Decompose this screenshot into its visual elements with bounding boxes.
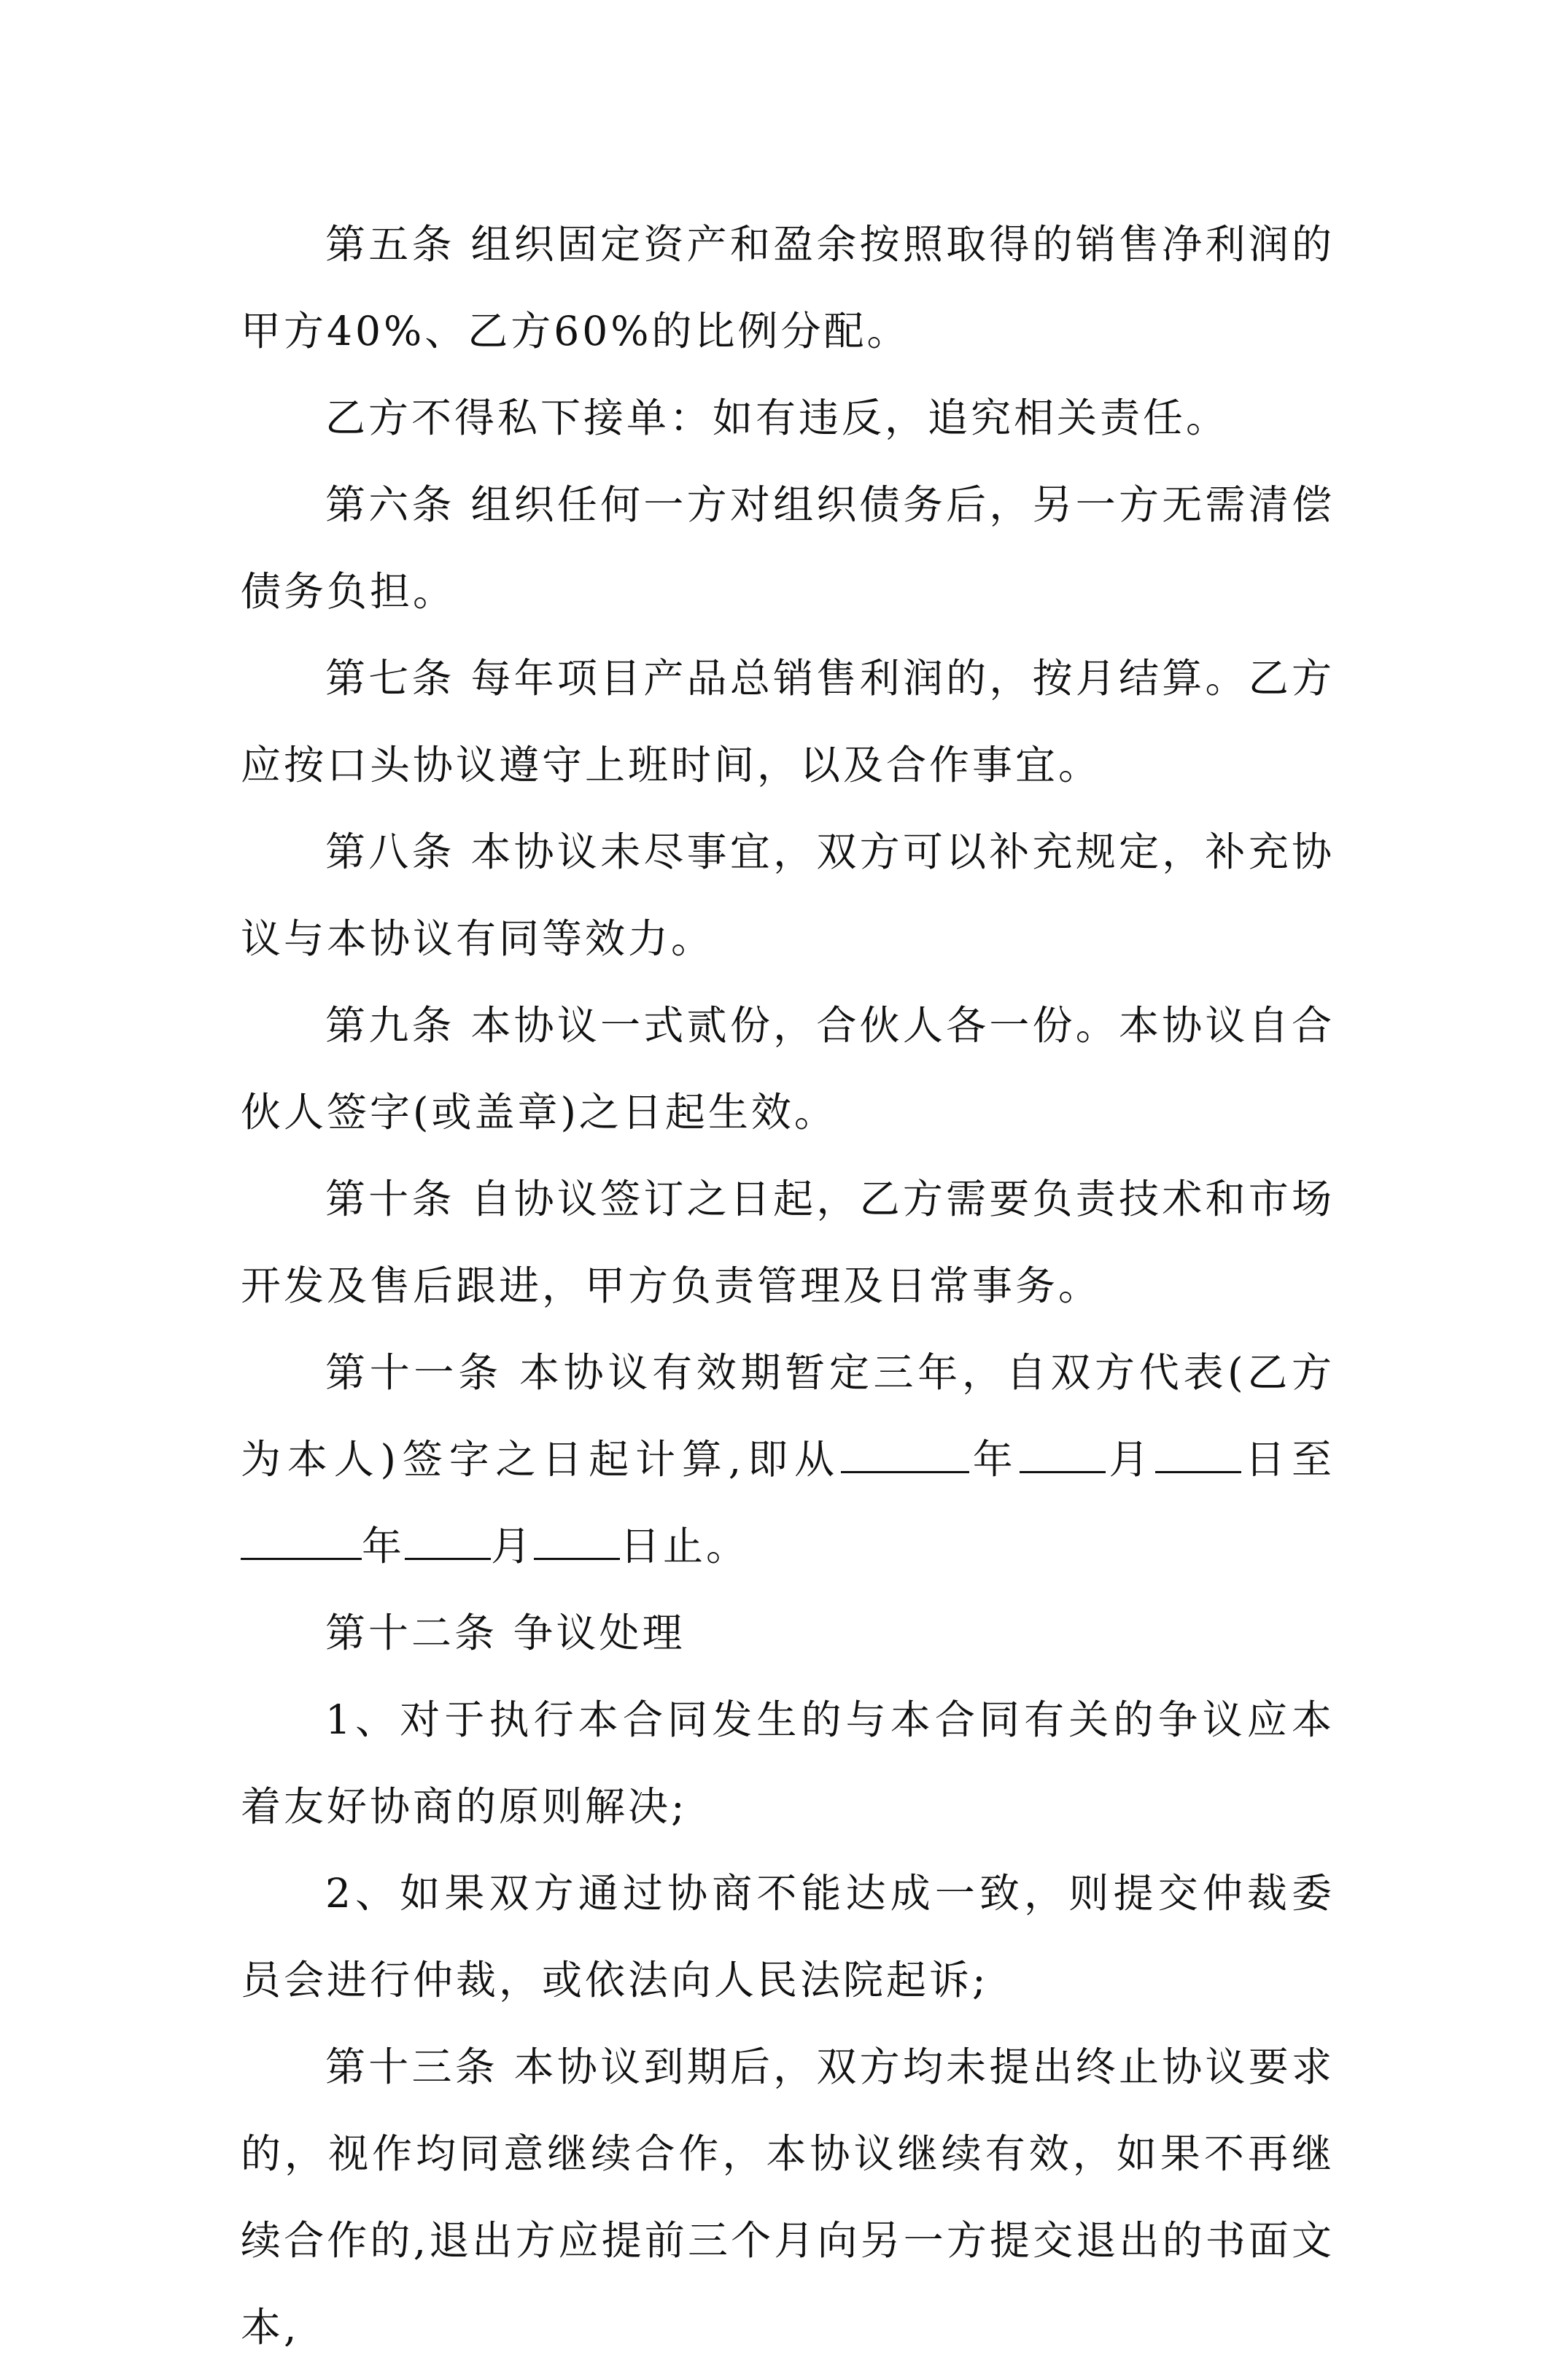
day-label-end: 日止。 bbox=[620, 1523, 750, 1569]
article-11-lead: 第十一条 本协议有效期暂定三年，自双方代表(乙方为本人)签字之日起计算,即从 bbox=[241, 1349, 1335, 1483]
article-7-paragraph: 第七条 每年项目产品总销售利润的，按月结算。乙方应按口头协议遵守上班时间，以及合作事宜。 bbox=[241, 655, 1335, 788]
day-blank-start bbox=[1155, 1433, 1241, 1473]
document-body bbox=[241, 201, 1335, 2371]
article-8-paragraph: 第八条 本协议未尽事宜，双方可以补充规定，补充协议与本协议有同等效力。 bbox=[241, 829, 1335, 962]
year-label-start: 年 bbox=[969, 1436, 1020, 1483]
article-12-title: 第十二条 争议处理 bbox=[325, 1610, 686, 1656]
article-9-paragraph: 第九条 本协议一式贰份，合伙人各一份。本协议自合伙人签字(或盖章)之日起生效。 bbox=[241, 1002, 1335, 1136]
article-13-paragraph: 第十三条 本协议到期后，双方均未提出终止协议要求的，视作均同意继续合作，本协议继续有效，如果不再继续合作的,退出方应提前三个月向另一方提交退出的书面文本, bbox=[241, 2044, 1335, 2351]
month-blank-end bbox=[405, 1520, 491, 1560]
month-label-end: 月 bbox=[491, 1523, 535, 1569]
year-label-end: 年 bbox=[362, 1523, 405, 1569]
article-10-paragraph: 第十条 自协议签订之日起，乙方需要负责技术和市场开发及售后跟进，甲方负责管理及日常事务。 bbox=[241, 1176, 1335, 1309]
article-11-paragraph bbox=[241, 1330, 1335, 1590]
no-private-orders-paragraph: 乙方不得私下接单：如有违反，追究相关责任。 bbox=[325, 395, 1230, 441]
day-label-start: 日至 bbox=[1241, 1436, 1335, 1483]
article-5-paragraph: 第五条 组织固定资产和盈余按照取得的销售净利润的甲方40%、乙方60%的比例分配。 bbox=[241, 221, 1335, 354]
article-6-paragraph: 第六条 组织任何一方对组织债务后，另一方无需清偿债务负担。 bbox=[241, 481, 1335, 615]
year-blank-start bbox=[841, 1433, 969, 1473]
month-label-start: 月 bbox=[1105, 1436, 1156, 1483]
article-12-item-1: 1、对于执行本合同发生的与本合同有关的争议应本着友好协商的原则解决; bbox=[241, 1696, 1335, 1830]
month-blank-start bbox=[1020, 1433, 1106, 1473]
year-blank-end bbox=[241, 1520, 362, 1560]
article-12-item-2: 2、如果双方通过协商不能达成一致，则提交仲裁委员会进行仲裁，或依法向人民法院起诉; bbox=[241, 1870, 1335, 2003]
day-blank-end bbox=[534, 1520, 620, 1560]
